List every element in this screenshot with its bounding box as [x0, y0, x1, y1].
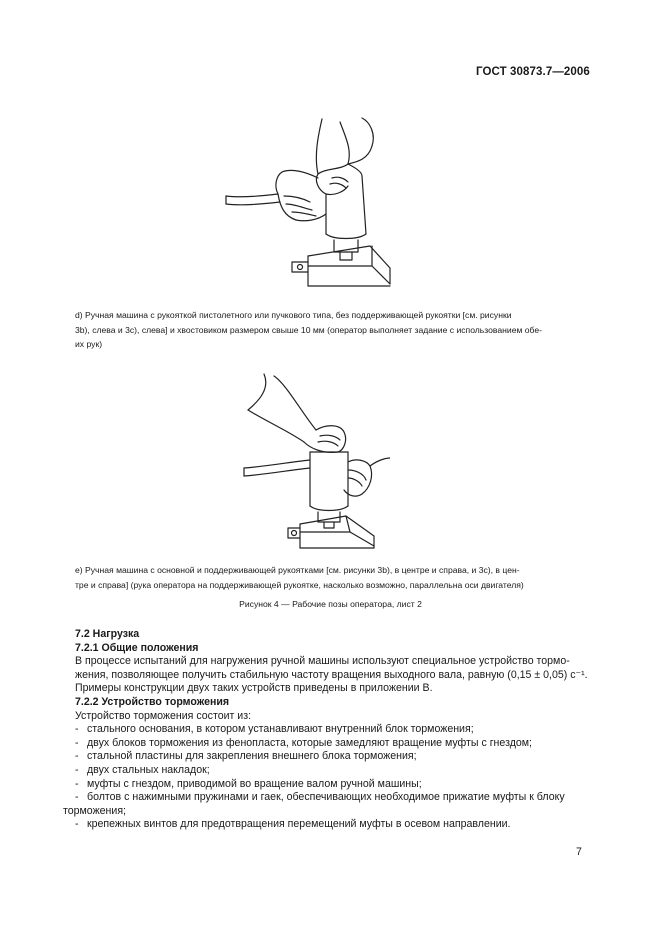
figure-e-illustration	[240, 370, 390, 550]
section-heading: 7.2 Нагрузка	[75, 628, 140, 640]
caption-line: e) Ручная машина с основной и поддерживающей рукоятками [см. рисунки 3b), в центре и справа, и 3c), в цен-	[75, 565, 520, 575]
section-7-2	[63, 628, 590, 832]
subsection-heading-7-2-2: 7.2.2 Устройство торможения	[75, 695, 230, 708]
list-item-text: крепежных винтов для предотвращения перемещений муфты в осевом направлении.	[87, 818, 511, 831]
document-header: ГОСТ 30873.7—2006	[476, 66, 590, 78]
list-item-text: муфты с гнездом, приводимой во вращение валом ручной машины;	[87, 777, 422, 790]
caption-line: их рук)	[75, 339, 103, 350]
paragraph-line: Устройство торможения состоит из:	[75, 709, 252, 722]
list-dash: -	[75, 750, 79, 763]
figure-e-caption	[75, 563, 591, 592]
list-dash: -	[75, 777, 79, 790]
list-item	[75, 764, 590, 778]
list-item-continuation: торможения;	[63, 804, 126, 817]
figure-title: Рисунок 4 — Рабочие позы оператора, лист 2	[239, 599, 422, 609]
list-item-text: болтов с нажимными пружинами и гаек, обеспечивающих необходимое прижатие муфты к блоку	[87, 791, 565, 804]
paragraph-line: жения, позволяющее получить стабильную частоту вращения выходного вала, равную (0,15 ± 0,05) с⁻¹.	[75, 668, 588, 681]
caption-line: тре и справа] (рука оператора на поддерживающей рукоятке, насколько возможно, параллельна оси двигателя)	[75, 579, 524, 590]
paragraph-line: В процессе испытаний для нагружения ручной машины используют специальное устройство тормо-	[75, 655, 570, 668]
list-item	[75, 723, 590, 737]
list-dash: -	[75, 736, 79, 749]
list-dash: -	[75, 791, 79, 804]
list-item-text: двух блоков торможения из фенопласта, которые замедляют вращение муфты с гнездом;	[87, 736, 532, 749]
list-item	[75, 778, 590, 792]
list-item	[75, 737, 590, 751]
caption-line: 3b), слева и 3c), слева] и хвостовиком размером свыше 10 мм (оператор выполняет задание с использованием обе-	[75, 324, 543, 335]
page-number: 7	[576, 846, 582, 858]
figure-d-caption	[75, 308, 591, 352]
list-item	[75, 818, 590, 832]
list-item	[75, 791, 590, 805]
list-dash: -	[75, 723, 79, 736]
subsection-heading-text: 7.2.1 Общие положения	[75, 641, 199, 654]
list-item	[75, 750, 590, 764]
subsection-heading-7-2-1	[75, 642, 590, 656]
figure-d-illustration	[222, 116, 392, 288]
list-item-text: стального основания, в котором устанавливают внутренний блок торможения;	[87, 723, 474, 736]
paragraph-line: Примеры конструкции двух таких устройств приведены в приложении В.	[75, 682, 433, 695]
list-dash: -	[75, 818, 79, 831]
list-item-text: двух стальных накладок;	[87, 763, 210, 776]
caption-line: d) Ручная машина с рукояткой пистолетного или пучкового типа, без поддерживающей рукоятки [см. рисунки	[75, 310, 512, 320]
list-item-text: стальной пластины для закрепления внешнего блока торможения;	[87, 750, 417, 763]
list-dash: -	[75, 763, 79, 776]
